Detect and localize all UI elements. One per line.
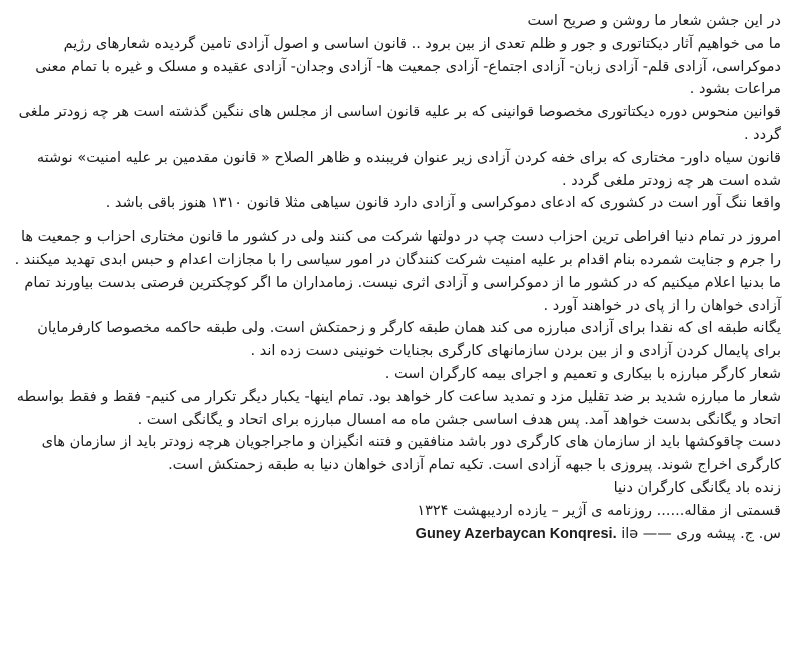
paragraph-organizations: دست چاقوکشها باید از سازمان های کارگری دور باشد منافقین و فتنه انگیزان و ماجراجویان هرچه زودتر باید از سازمان های کارگری اخراج شوند. پیروزی با جبهه آزادی است. تکیه تمام آزادی خواهان دنیا به طبقه زحمتکش است. bbox=[41, 434, 781, 474]
top-strip bbox=[0, 0, 788, 3]
paragraph-long-live: زنده باد یگانگی کارگران دنیا bbox=[613, 479, 781, 496]
signature-dash: —— bbox=[642, 525, 672, 542]
paragraph-gap bbox=[7, 215, 781, 226]
paragraph-left-parties: امروز در تمام دنیا افراطی ترین احزاب دست چپ در دولتها شرکت می کنند ولی در کشور ما قانون مختاری احزاب و جمعیت ها را جرم و جنایت شمرده بنام اقدام بر علیه امنیت شرکت کنندگان در امور سیاسی را با مجازات اعدام و حبس ابدی تهدید میکنند . bbox=[14, 229, 781, 268]
paragraph-source: قسمتی از مقاله...... روزنامه ی آژیر – یازده اردیبهشت ۱۳۲۴ bbox=[417, 502, 781, 519]
paragraph-davar-mokhtari-law: قانون سیاه داور- مختاری که برای خفه کردن آزادی زیر عنوان فریبنده و ظاهر الصلاح « قانون مقدمین بر علیه امنیت» نوشته شده است هر چه زودتر ملغی گردد . bbox=[36, 149, 781, 189]
paragraph-working-class: یگانه طبقه ای که نقدا برای آزادی مبارزه می کند همان طبقه کارگر و زحمتکش است. ولی طبقه حاکمه مخصوصا کارفرمایان برای پایمال کردن آزادی و از بین بردن سازمانهای کارگری بجنایات خونینی دست زده اند . bbox=[37, 320, 781, 360]
congress-link-text: Guney Azerbaycan Konqresi bbox=[415, 525, 613, 542]
signature-line bbox=[7, 523, 781, 546]
paragraph-democracy-freedoms: ما می خواهیم آثار دیکتاتوری و جور و ظلم تعدی از بین برود .. قانون اساسی و اصول آزادی تامین گردیده شعارهای رژیم دموکراسی، آزادی قلم- آزادی زبان- آزادی اجتماع- آزادی جمعیت ها- آزادی وجدان- آزادی عقیده و مسلک و غیره با تمام معنی مراعات بشود . bbox=[35, 35, 781, 98]
congress-link-period: . bbox=[612, 525, 617, 542]
paragraph-worker-slogan: شعار کارگر مبارزه با بیکاری و تعمیم و اجرای بیمه کارگران است . bbox=[384, 365, 781, 382]
paragraph-law-1310: واقعا ننگ آور است در کشوری که ادعای دموکراسی و آزادی دارد قانون سیاهی مثلا قانون ۱۳۱۰ هنوز باقی باشد . bbox=[105, 195, 781, 212]
paragraph-world-announcement: ما بدنیا اعلام میکنیم که در کشور ما از دموکراسی و آزادی اثری نیست. زمامداران ما اگر کوچکترین فرصتی بدست بیاورند تمام آزادی خواهان را از پای در خواهند آورد . bbox=[24, 274, 781, 314]
paragraph-slogan-intro: در این جشن شعار ما روشن و صریح است bbox=[527, 13, 781, 29]
paragraph-wage-struggle: شعار ما مبارزه شدید بر ضد تقلیل مزد و تمدید ساعت کار خواهد بود. تمام اینها- یکبار دیگر تکرار می کنیم- فقط و فقط بواسطه اتحاد و یگانگی بدست خواهد آمد. پس هدف اساسی جشن ماه مه امسال مبارزه برای اتحاد و یگانگی است . bbox=[16, 388, 781, 428]
signature-ile-word: ilə bbox=[621, 525, 639, 542]
paragraph-dictatorship-laws: قوانین منحوس دوره دیکتاتوری مخصوصا قوانینی که بر علیه قانون اساسی از مجلس های ننگین گذشته است هر چه زودتر ملغی گردد . bbox=[18, 104, 781, 143]
article-body bbox=[7, 10, 781, 545]
signature-author: س. ج. پیشه وری bbox=[676, 525, 781, 542]
congress-link[interactable] bbox=[416, 526, 617, 542]
